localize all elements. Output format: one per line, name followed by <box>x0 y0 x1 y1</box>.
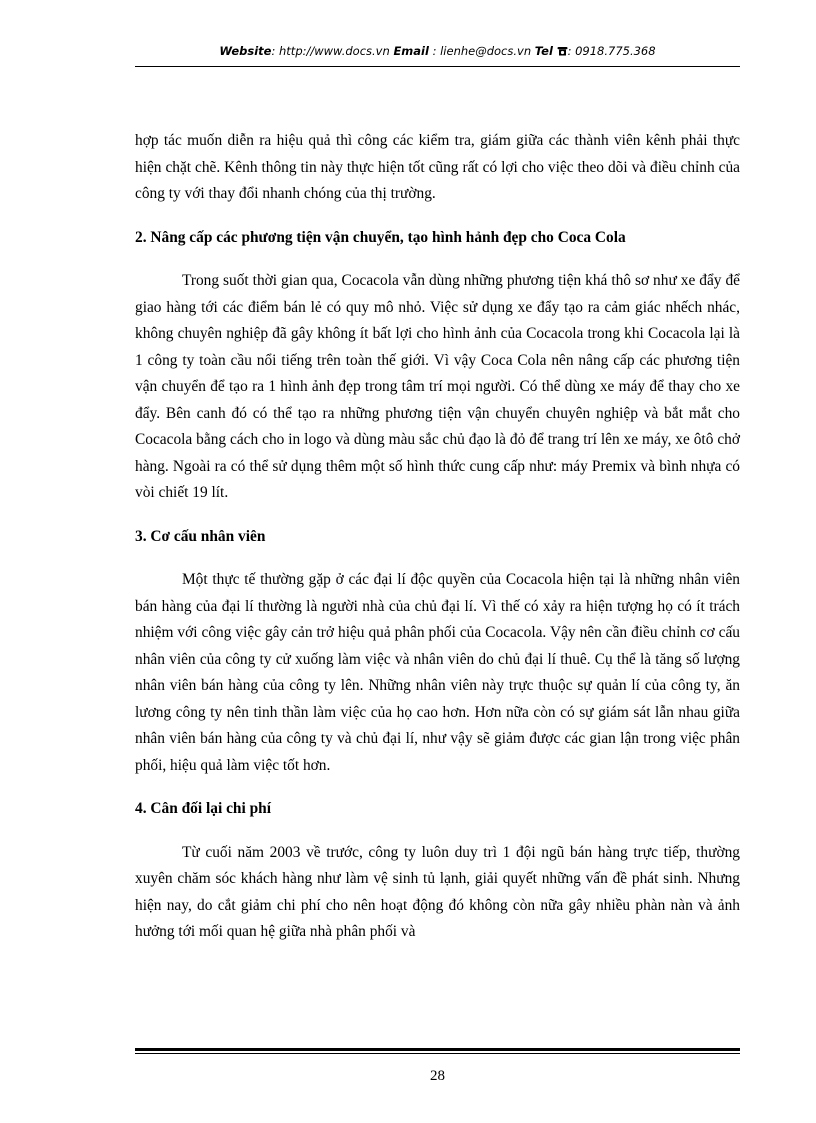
page-header <box>135 44 740 58</box>
paragraph-continuation: hợp tác muốn diễn ra hiệu quả thì công các kiểm tra, giám giữa các thành viên kênh phải thực hiện chặt chẽ. Kênh thông tin này thực hiện tốt cũng rất có lợi cho việc theo dõi và điều chỉnh của công ty với thay đổi nhanh chóng của thị trường. <box>135 132 740 202</box>
header-divider <box>135 66 740 67</box>
document-body <box>135 128 740 946</box>
tel-label: Tel <box>534 44 553 58</box>
footer-divider-thin <box>135 1053 740 1054</box>
website-value: : http://www.docs.vn <box>271 44 390 58</box>
phone-icon <box>557 45 568 55</box>
paragraph-staff: Một thực tế thường gặp ở các đại lí độc quyền của Cocacola hiện tại là những nhân viên bán hàng của đại lí thường là người nhà của chủ đại lí. Vì thế có xảy ra hiện tượng họ có ít trách nhiệm với công việc gây cản trở hiệu quả phân phối của Cocacola. Vậy nên cần điều chỉnh cơ cấu nhân viên của công ty cử xuống làm việc và nhân viên do chủ đại lí thuê. Cụ thể là tăng số lượng nhân viên bán hàng của công ty lên. Những nhân viên này trực thuộc sự quản lí của công ty, ăn lương công ty nên tinh thần làm việc của họ cao hơn. Hơn nữa còn có sự giám sát lẫn nhau giữa nhân viên bán hàng của công ty và chủ đại lí, như vậy sẽ giảm được các gian lận trong việc phân phối, hiệu quả làm việc tốt hơn. <box>135 571 740 774</box>
section-heading-4: 4. Cân đối lại chi phí <box>135 800 271 817</box>
page-number: 28 <box>430 1068 445 1084</box>
tel-value: : 0918.775.368 <box>567 44 656 58</box>
website-label: Website <box>219 44 272 58</box>
paragraph-costs: Từ cuối năm 2003 về trước, công ty luôn duy trì 1 đội ngũ bán hàng trực tiếp, thường xuyên chăm sóc khách hàng như làm vệ sinh tủ lạnh, giải quyết những vấn đề phát sinh. Nhưng hiện nay, do cắt giảm chi phí cho nên hoạt động đó không còn nữa gây nhiều phàn nàn và ảnh hưởng tới mối quan hệ giữa nhà phân phối và <box>135 843 740 940</box>
paragraph-transport: Trong suốt thời gian qua, Cocacola vẫn dùng những phương tiện khá thô sơ như xe đẩy để giao hàng tới các điểm bán lẻ có quy mô nhỏ. Việc sử dụng xe đẩy tạo ra cảm giác nhếch nhác, không chuyên nghiệp đã gây không ít bất lợi cho hình ảnh của Cocacola trong khi Cocacola lại là 1 công ty toàn cầu nổi tiếng trên toàn thế giới. Vì vậy Coca Cola nên nâng cấp các phương tiện vận chuyển để tạo ra 1 hình ảnh đẹp trong tâm trí mọi người. Có thể dùng xe máy để thay cho xe đẩy. Bên canh đó có thể tạo ra những phương tiện vận chuyển chuyên nghiệp và bắt mắt cho Cocacola bằng cách cho in logo và dùng màu sắc chủ đạo là đỏ để trang trí lên xe máy, xe ôtô chở hàng. Ngoài ra có thể sử dụng thêm một số hình thức cung cấp như: máy Premix và bình nhựa có vòi chiết 19 lít. <box>135 272 740 501</box>
section-heading-3: 3. Cơ cấu nhân viên <box>135 527 266 545</box>
footer-divider-thick <box>135 1048 740 1051</box>
section-heading-2: 2. Nâng cấp các phương tiện vận chuyển, tạo hình hảnh đẹp cho Coca Cola <box>135 228 626 246</box>
email-label: Email <box>393 44 429 58</box>
email-value: : lienhe@docs.vn <box>432 44 532 58</box>
